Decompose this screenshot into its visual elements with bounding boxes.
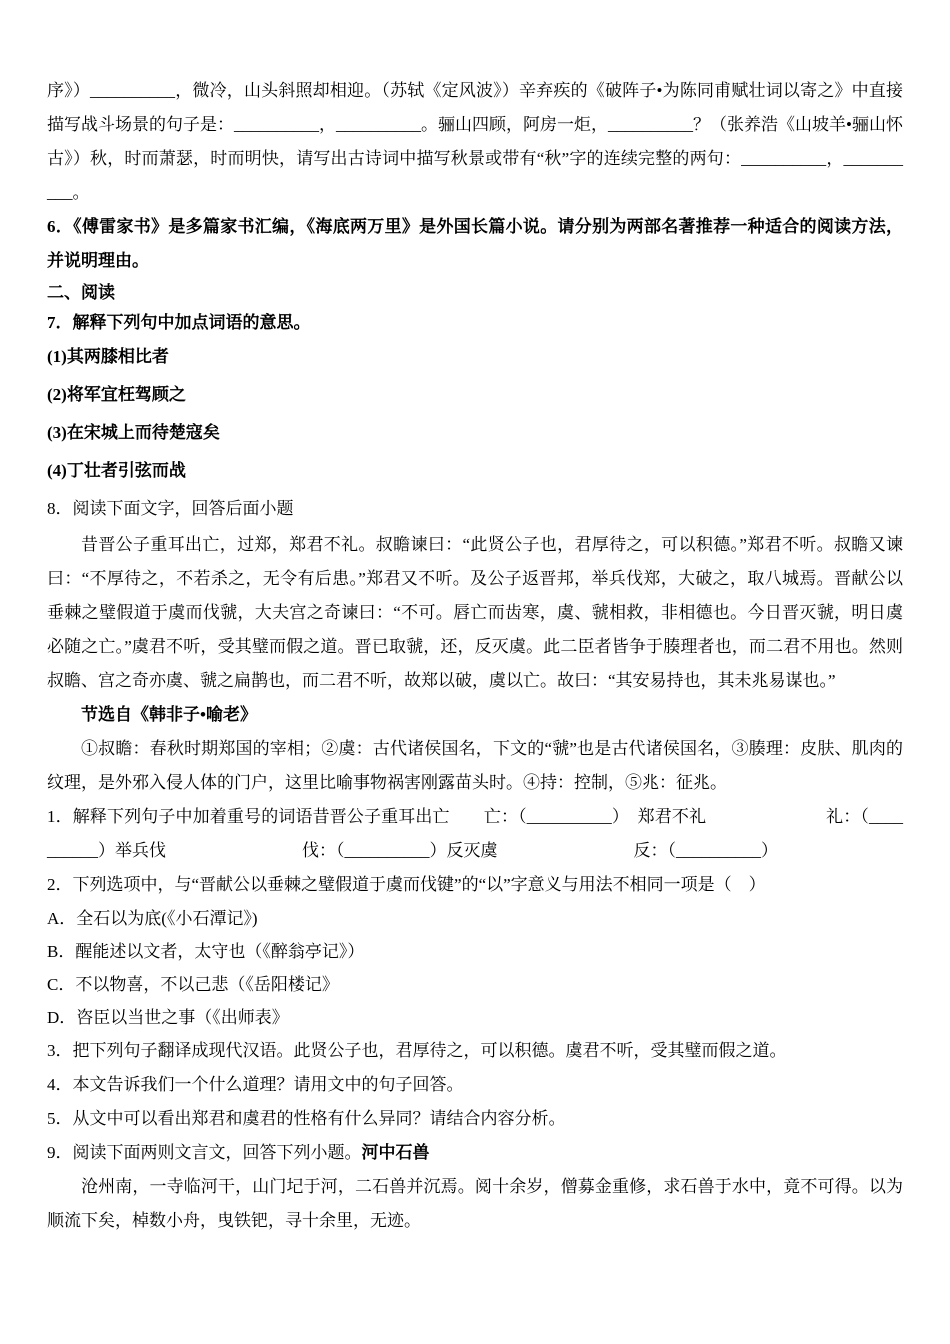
question-8-sub-1: 1．解释下列句子中加着重号的词语昔晋公子重耳出亡 亡：（__________） 郑君不礼 礼：（__________）举兵伐 伐：（__________）反灭虞 反：（__________） [47, 807, 903, 860]
question-8-sub-2-option-d: D．咨臣以当世之事（《出师表》 [47, 1008, 289, 1027]
question-8-sub-2-option-c: C．不以物喜，不以己悲（《岳阳楼记》 [47, 975, 339, 994]
question-7-stem: 7．解释下列句中加点词语的意思。 [47, 313, 311, 332]
question-7-item-2: (2)将军宜枉驾顾之 [47, 385, 186, 404]
question-7-item-3: (3)在宋城上而待楚寇矣 [47, 423, 220, 442]
question-8-sub-5: 5．从文中可以看出郑君和虞君的性格有什么异同？请结合内容分析。 [47, 1109, 566, 1128]
question-7-item-1: (1)其两膝相比者 [47, 347, 169, 366]
question-9-stem-text: 9．阅读下面两则文言文，回答下列小题。 [47, 1143, 362, 1162]
question-7-item-4: (4)丁壮者引弦而战 [47, 461, 186, 480]
question-8-sub-2-option-a: A．全石以为底(《小石潭记》) [47, 909, 258, 928]
question-8-sub-3: 3．把下列句子翻译成现代汉语。此贤公子也，君厚待之，可以积德。虞君不听，受其璧而假之道。 [47, 1041, 787, 1060]
question-5-continuation: 序》）__________，微冷，山头斜照却相迎。（苏轼《定风波》）辛弃疾的《破阵子•为陈同甫赋壮词以寄之》中直接描写战斗场景的句子是：__________，__________。骊山四顾，阿房一炬，__________？（张养浩《山坡羊•骊山怀古》）秋，时而萧瑟，时而明快，请写出古诗词中描写秋景或带有“秋”字的连续完整的两句：__________，__________。 [47, 81, 903, 202]
question-8-passage-notes: ①叔瞻：春秋时期郑国的宰相；②虞：古代诸侯国名，下文的“虢”也是古代诸侯国名，③腠理：皮肤、肌肉的纹理，是外邪入侵人体的门户，这里比喻事物祸害刚露苗头时。④持：控制，⑤兆：征兆。 [47, 739, 903, 792]
section-heading-reading: 二、阅读 [47, 283, 115, 302]
question-8-passage: 昔晋公子重耳出亡，过郑，郑君不礼。叔瞻谏曰：“此贤公子也，君厚待之，可以积德。”郑君不听。叔瞻又谏曰：“不厚待之，不若杀之，无令有后患。”郑君又不听。及公子返晋邦，举兵伐郑，大破之，取八城焉。晋献公以垂棘之璧假道于虞而伐虢，大夫宫之奇谏曰：“不可。唇亡而齿寒，虞、虢相救，非相德也。今日晋灭虢，明日虞必随之亡。”虞君不听，受其璧而假之道。晋已取虢，还，反灭虞。此二臣者皆争于腠理者也，而二君不用也。然则叔瞻、宫之奇亦虞、虢之扁鹊也，而二君不听，故郑以破，虞以亡。故曰：“其安易持也，其未兆易谋也。” [47, 535, 903, 690]
exam-document-page [47, 74, 903, 1238]
question-8-sub-2-stem: 2．下列选项中，与“晋献公以垂棘之璧假道于虞而伐键”的“以”字意义与用法不相同一项是（ ） [47, 875, 766, 894]
question-6: 6．《傅雷家书》是多篇家书汇编，《海底两万里》是外国长篇小说。请分别为两部名著推荐一种适合的阅读方法，并说明理由。 [47, 217, 903, 270]
question-9-passage-title: 河中石兽 [361, 1143, 430, 1162]
question-8-passage-source: 节选自《韩非子•喻老》 [81, 705, 257, 724]
question-9-stem [47, 1136, 903, 1170]
question-8-sub-4: 4．本文告诉我们一个什么道理？请用文中的句子回答。 [47, 1075, 464, 1094]
question-9-passage: 沧州南，一寺临河干，山门圮于河，二石兽并沉焉。阅十余岁，僧募金重修，求石兽于水中，竟不可得。以为顺流下矣，棹数小舟，曳铁钯，寻十余里，无迹。 [47, 1177, 903, 1230]
question-8-sub-2-option-b: B．醒能述以文者，太守也（《醉翁亭记》） [47, 942, 365, 961]
question-8-stem: 8．阅读下面文字，回答后面小题 [47, 499, 294, 518]
